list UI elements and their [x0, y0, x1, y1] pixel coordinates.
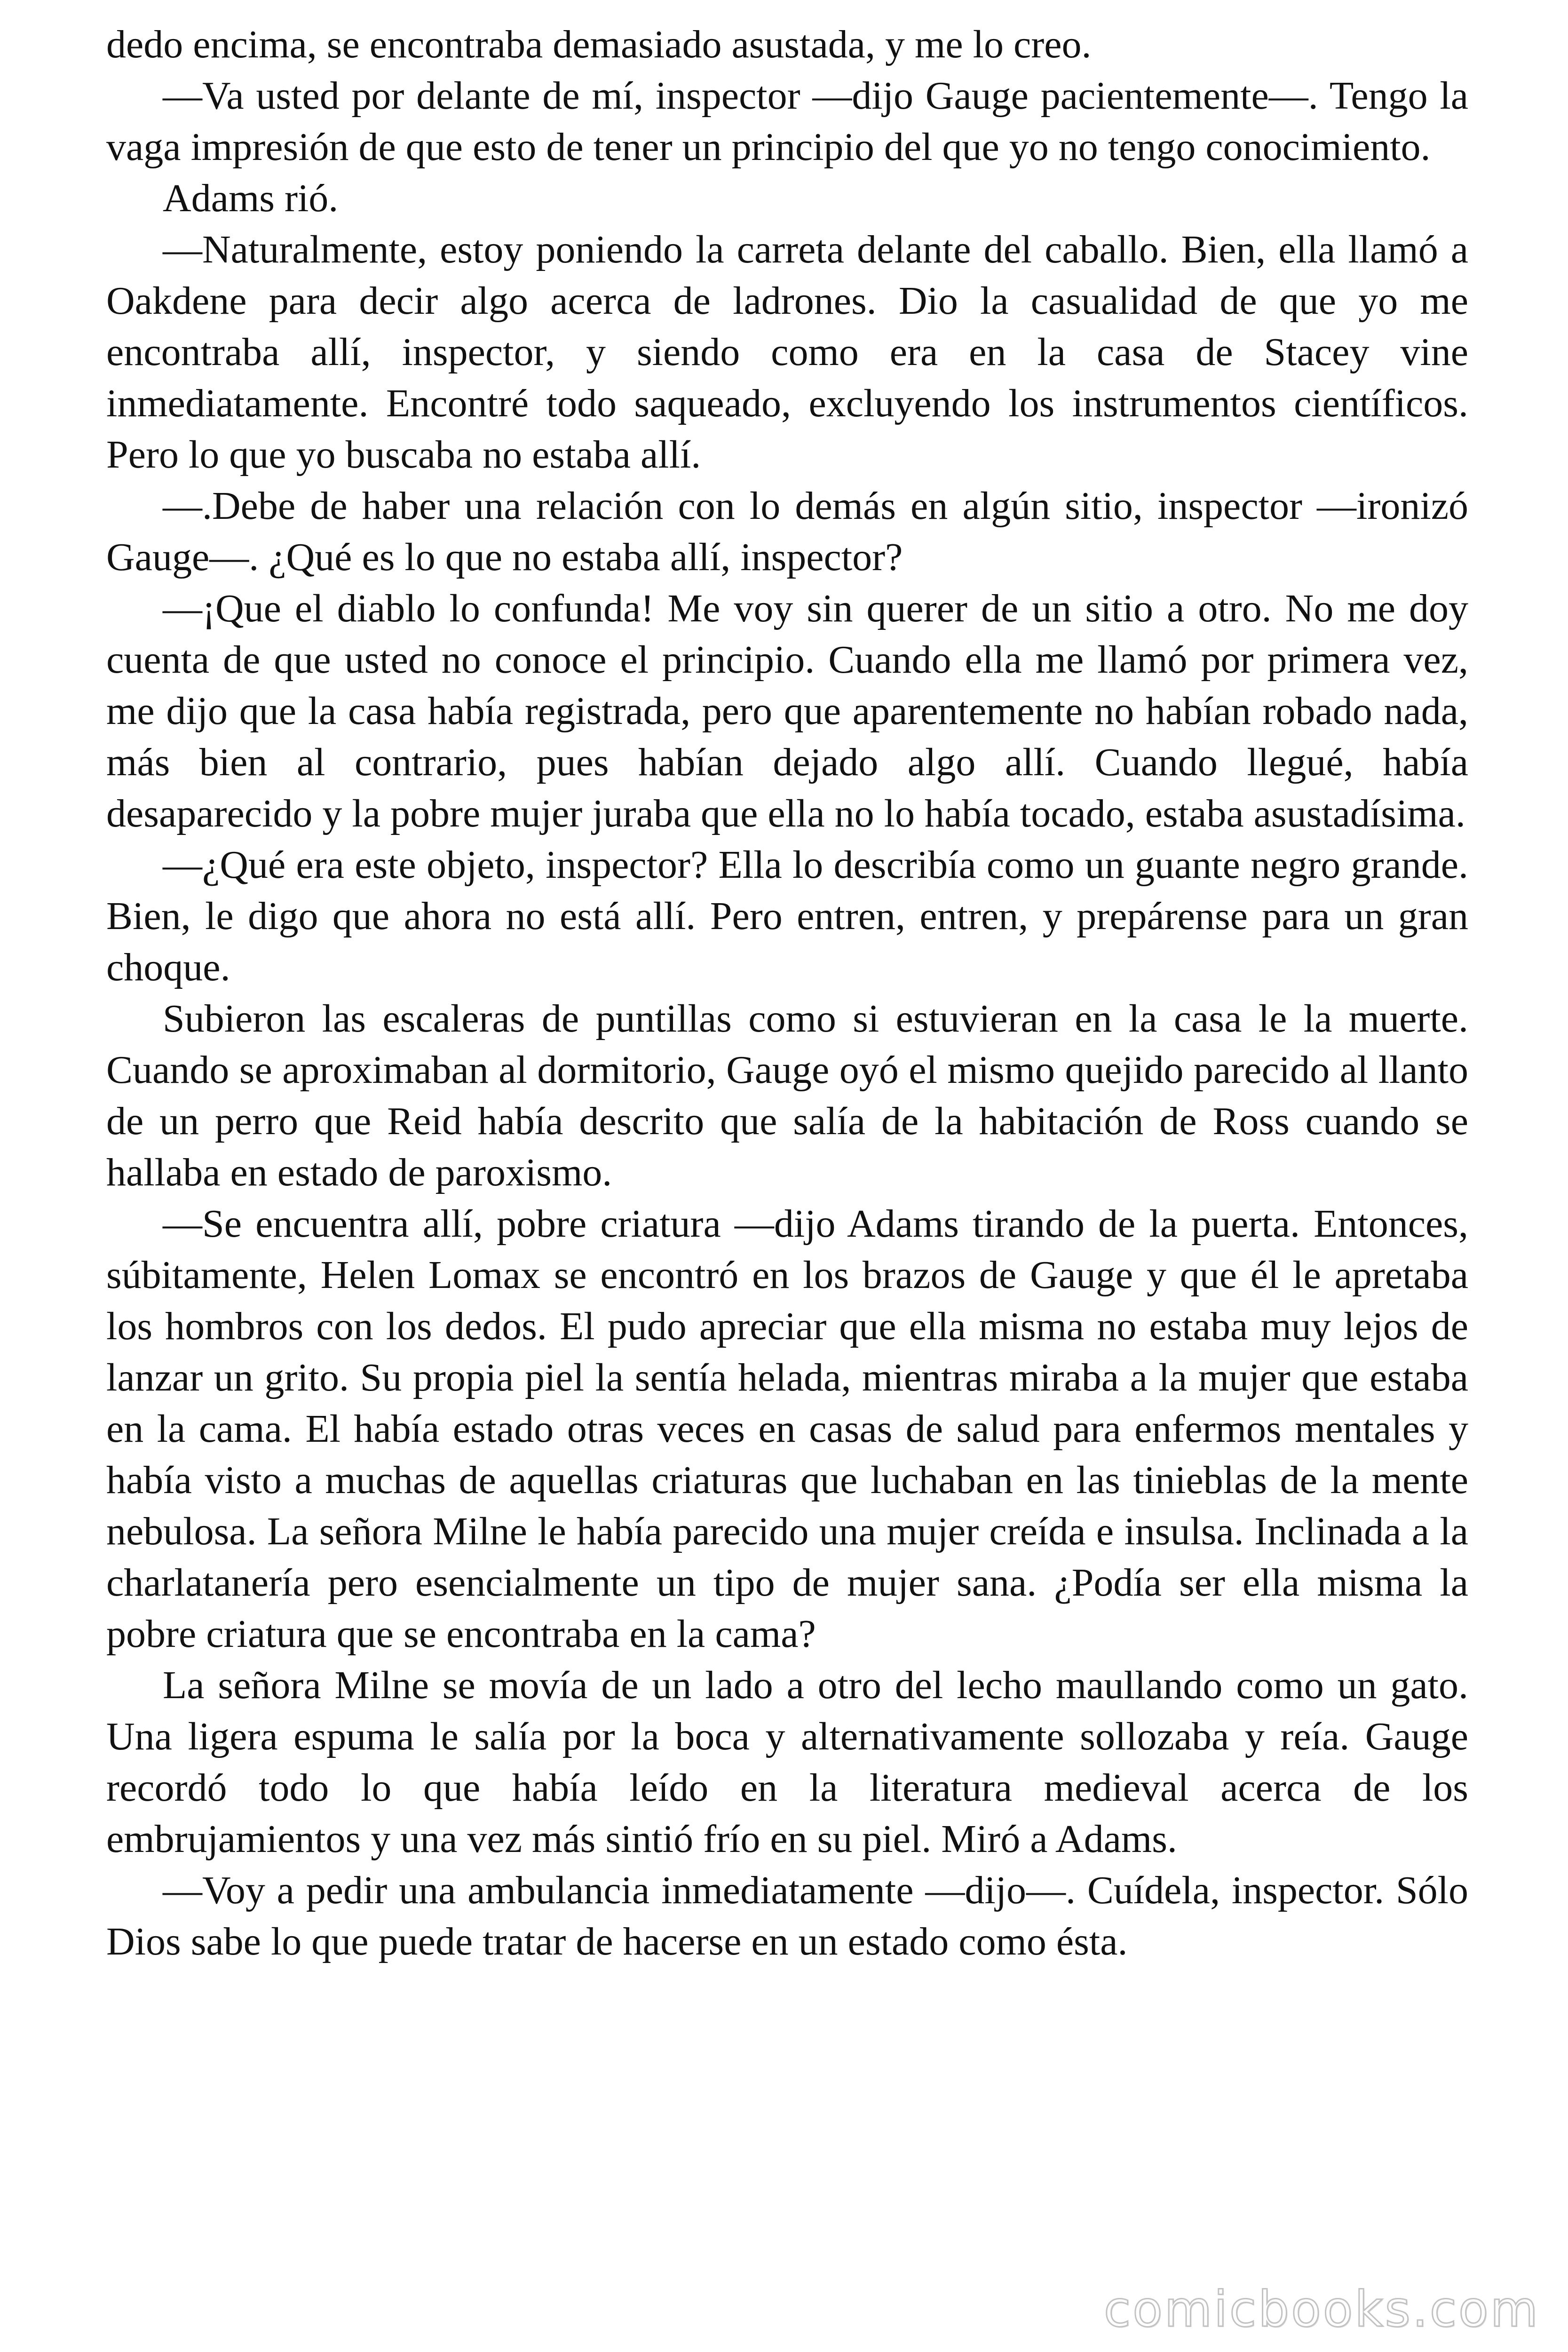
paragraph: —Voy a pedir una ambulancia inmediatamente —dijo—. Cuídela, inspector. Sólo Dios sabe lo que puede tratar de hacerse en un estado como ésta.: [106, 1868, 1468, 1963]
paragraph: dedo encima, se encontraba demasiado asustada, y me lo creo.: [106, 23, 1092, 66]
paragraph: —Naturalmente, estoy poniendo la carreta delante del caballo. Bien, ella llamó a Oakdene para decir algo acerca de ladrones. Dio la casualidad de que yo me encontraba allí, inspector, y siendo como era en la casa de Stacey vine inmediatamente. Encontré todo saqueado, excluyendo los instrumentos científicos. Pero lo que yo buscaba no estaba allí.: [106, 228, 1468, 477]
paragraph: Subieron las escaleras de puntillas como si estuvieran en la casa le la muerte. Cuando se aproximaban al dormitorio, Gauge oyó el mismo quejido parecido al llanto de un perro que Reid había descrito que salía de la habitación de Ross cuando se hallaba en estado de paroxismo.: [106, 997, 1468, 1194]
paragraph: —.Debe de haber una relación con lo demás en algún sitio, inspector —ironizó Gauge—. ¿Qué es lo que no estaba allí, inspector?: [106, 484, 1468, 579]
paragraph: —¡Que el diablo lo confunda! Me voy sin querer de un sitio a otro. No me doy cuenta de que usted no conoce el principio. Cuando ella me llamó por primera vez, me dijo que la casa había registrada, pero que aparentemente no habían robado nada, más bien al contrario, pues habían dejado algo allí. Cuando llegué, había desaparecido y la pobre mujer juraba que ella no lo había tocado, estaba asustadísima.: [106, 587, 1468, 835]
watermark: comicbooks.com: [1103, 2280, 1540, 2338]
book-page-text: [106, 19, 1468, 1967]
paragraph: Adams rió.: [163, 176, 339, 220]
paragraph: —¿Qué era este objeto, inspector? Ella lo describía como un guante negro grande. Bien, le digo que ahora no está allí. Pero entren, entren, y prepárense para un gran choque.: [106, 843, 1468, 989]
paragraph: —Se encuentra allí, pobre criatura —dijo Adams tirando de la puerta. Entonces, súbitamente, Helen Lomax se encontró en los brazos de Gauge y que él le apretaba los hombros con los dedos. El pudo apreciar que ella misma no estaba muy lejos de lanzar un grito. Su propia piel la sentía helada, mientras miraba a la mujer que estaba en la cama. El había estado otras veces en casas de salud para enfermos mentales y había visto a muchas de aquellas criaturas que luchaban en las tinieblas de la mente nebulosa. La señora Milne le había parecido una mujer creída e insulsa. Inclinada a la charlatanería pero esencialmente un tipo de mujer sana. ¿Podía ser ella misma la pobre criatura que se encontraba en la cama?: [106, 1202, 1468, 1656]
paragraph: —Va usted por delante de mí, inspector —dijo Gauge pacientemente—. Tengo la vaga impresión de que esto de tener un principio del que yo no tengo conocimiento.: [106, 74, 1468, 169]
paragraph: La señora Milne se movía de un lado a otro del lecho maullando como un gato. Una ligera espuma le salía por la boca y alternativamente sollozaba y reía. Gauge recordó todo lo que había leído en la literatura medieval acerca de los embrujamientos y una vez más sintió frío en su piel. Miró a Adams.: [106, 1663, 1468, 1861]
